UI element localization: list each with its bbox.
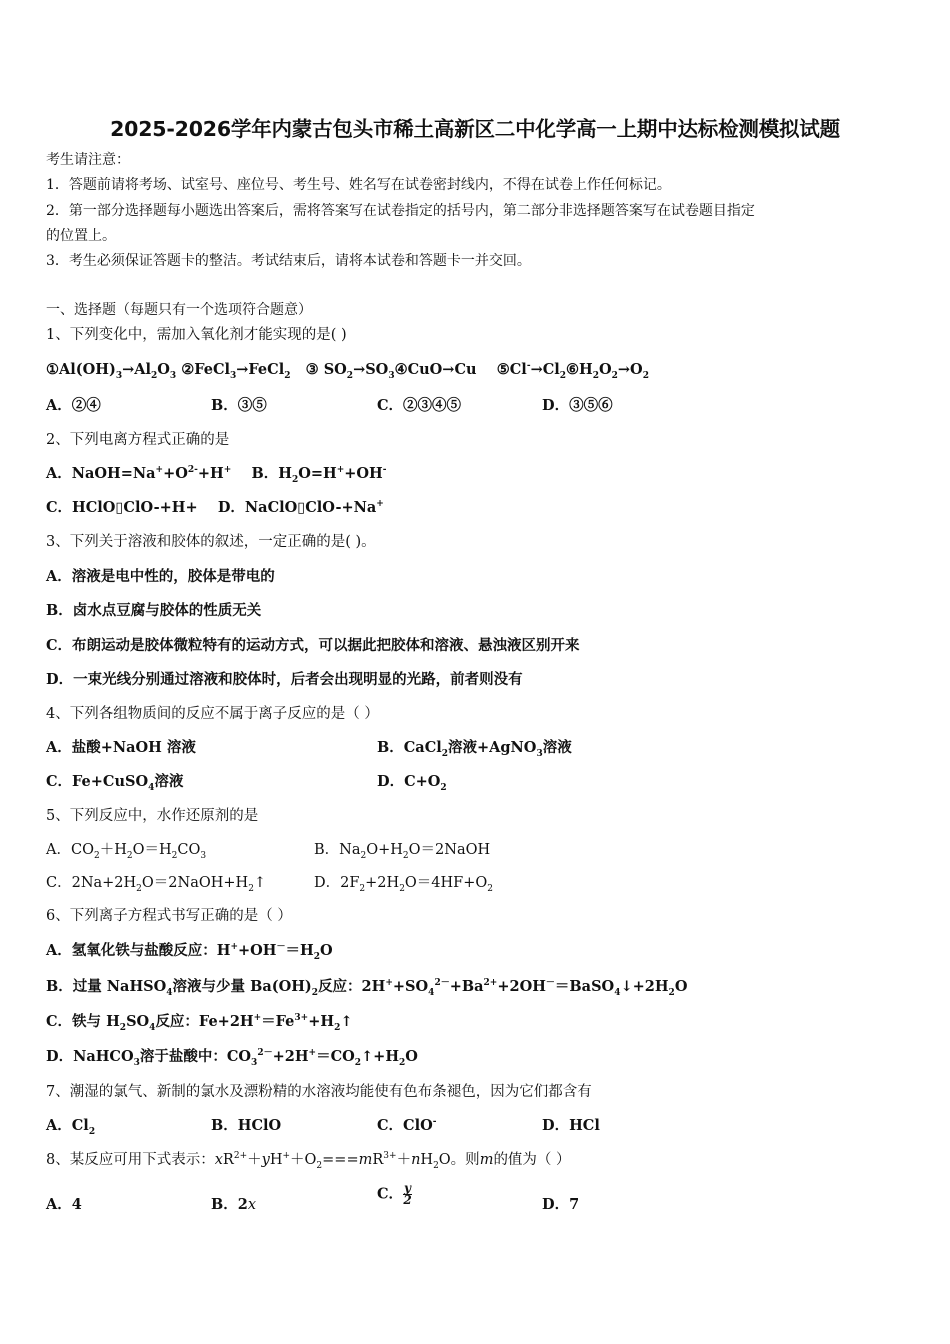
- notice-item: 2．第一部分选择题每小题选出答案后，需将答案写在试卷指定的括号内，第二部分非选择题答案写在试卷题目指定: [46, 203, 755, 219]
- option-b[interactable]: B．HClO: [211, 1117, 282, 1134]
- option-a[interactable]: A．$Cl_2$: [46, 1117, 96, 1137]
- option-a[interactable]: A．$CO_2+H_2O=H_2CO_3$: [46, 842, 207, 861]
- page-title: 2025-2026学年内蒙古包头市稀土高新区二中化学高一上期中达标检测模拟试题: [110, 117, 840, 141]
- option-a[interactable]: A．氢氧化铁与盐酸反应：$H^++OH^-=H_2O$: [46, 942, 333, 962]
- option-c[interactable]: C．布朗运动是胶体微粒特有的运动方式，可以据此把胶体和溶液、悬浊液区别开来: [46, 637, 580, 654]
- option-d[interactable]: D．$2F_2+2H_2O=4HF+O_2$: [314, 875, 494, 894]
- option-d[interactable]: D．HCl: [542, 1117, 600, 1134]
- option-a[interactable]: A．溶液是电中性的，胶体是带电的: [46, 568, 275, 585]
- section-heading: 一、选择题（每题只有一个选项符合题意）: [46, 302, 312, 318]
- question-stem: 1、下列变化中，需加入氧化剂才能实现的是( ): [46, 327, 347, 343]
- option-b[interactable]: B．过量 NaHSO$_4$溶液与少量 $Ba(OH)_2$反应：$2H^++SO_4^{2-}+Ba^{2+}+2OH^-=BaSO_4↓+2H_2O$: [46, 978, 688, 998]
- option-d[interactable]: D．③⑤⑥: [542, 397, 613, 414]
- option-a[interactable]: A．4: [46, 1196, 82, 1213]
- option-c[interactable]: C．ClO-: [377, 1117, 437, 1134]
- question-options-line[interactable]: C．HClO▯ClO-+H+ D．NaClO▯ClO-+Na+: [46, 499, 384, 516]
- notice-item: 的位置上。: [46, 228, 116, 244]
- option-a[interactable]: A．盐酸+NaOH 溶液: [46, 739, 196, 756]
- option-c[interactable]: C．铁与 $H_2SO_4$反应：$Fe+2H^+=Fe^{3+}+H_2↑$: [46, 1013, 353, 1033]
- option-c[interactable]: C．②③④⑤: [377, 397, 462, 414]
- option-b[interactable]: B．③⑤: [211, 397, 267, 414]
- option-c[interactable]: C．Fe+CuSO$_4$溶液: [46, 773, 184, 793]
- option-b[interactable]: B．$Na_2O+H_2O=2NaOH$: [314, 842, 491, 861]
- notice-item: 1．答题前请将考场、试室号、座位号、考生号、姓名写在试卷密封线内，不得在试卷上作任何标记。: [46, 177, 671, 193]
- notice-heading: 考生请注意：: [46, 152, 130, 168]
- option-d[interactable]: D．一束光线分别通过溶液和胶体时，后者会出现明显的光路，前者则没有: [46, 671, 523, 688]
- question-items-line: $①Al(OH)_3\to Al_2O_3$ ②FeCl$_3$→FeCl$_2$ ③ $SO_2\to SO_3④CuO\to Cu$ $⑤Cl^-\to Cl_2⑥H_2O_2\to O_2$: [46, 361, 649, 381]
- question-stem: 8、某反应可用下式表示：$xR^{2+}+yH^++O_2===mR^{3+}+nH_2O$。则m的值为（ ）: [46, 1151, 571, 1171]
- option-a[interactable]: A．②④: [46, 397, 101, 414]
- question-stem: 3、下列关于溶液和胶体的叙述，一定正确的是( )。: [46, 534, 376, 550]
- option-d[interactable]: D．$C+O_2$: [377, 773, 447, 793]
- notice-item: 3．考生必须保证答题卡的整洁。考试结束后，请将本试卷和答题卡一并交回。: [46, 253, 531, 269]
- question-stem: 4、下列各组物质间的反应不属于离子反应的是（ ）: [46, 706, 379, 722]
- option-b[interactable]: B．CaCl$_2$溶液+AgNO$_3$溶液: [377, 739, 572, 759]
- question-stem: 7、潮湿的氯气、新制的氯水及漂粉精的水溶液均能使有色布条褪色，因为它们都含有: [46, 1084, 592, 1100]
- option-c[interactable]: C．$2Na+2H_2O=2NaOH+H_2↑$: [46, 875, 267, 894]
- fraction: $\frac{y}{2}$: [403, 1181, 412, 1207]
- option-d[interactable]: D．NaHCO$_3$溶于盐酸中：$CO_3^{2-}+2H^+=CO_2↑+H_2O$: [46, 1048, 418, 1068]
- question-stem: 2、下列电离方程式正确的是: [46, 432, 230, 448]
- option-c[interactable]: C． $\frac{y}{2}$: [377, 1181, 412, 1207]
- question-stem: 6、下列离子方程式书写正确的是（ ）: [46, 908, 292, 924]
- question-options-line[interactable]: A．$NaOH=Na^++O^{2-}+H^+$ B．$H_2O=H^++OH^-$: [46, 465, 387, 485]
- question-stem: 5、下列反应中，水作还原剂的是: [46, 808, 259, 824]
- option-b[interactable]: B．卤水点豆腐与胶体的性质无关: [46, 602, 262, 619]
- option-b[interactable]: B．2x: [211, 1196, 257, 1213]
- option-d[interactable]: D．7: [542, 1196, 580, 1213]
